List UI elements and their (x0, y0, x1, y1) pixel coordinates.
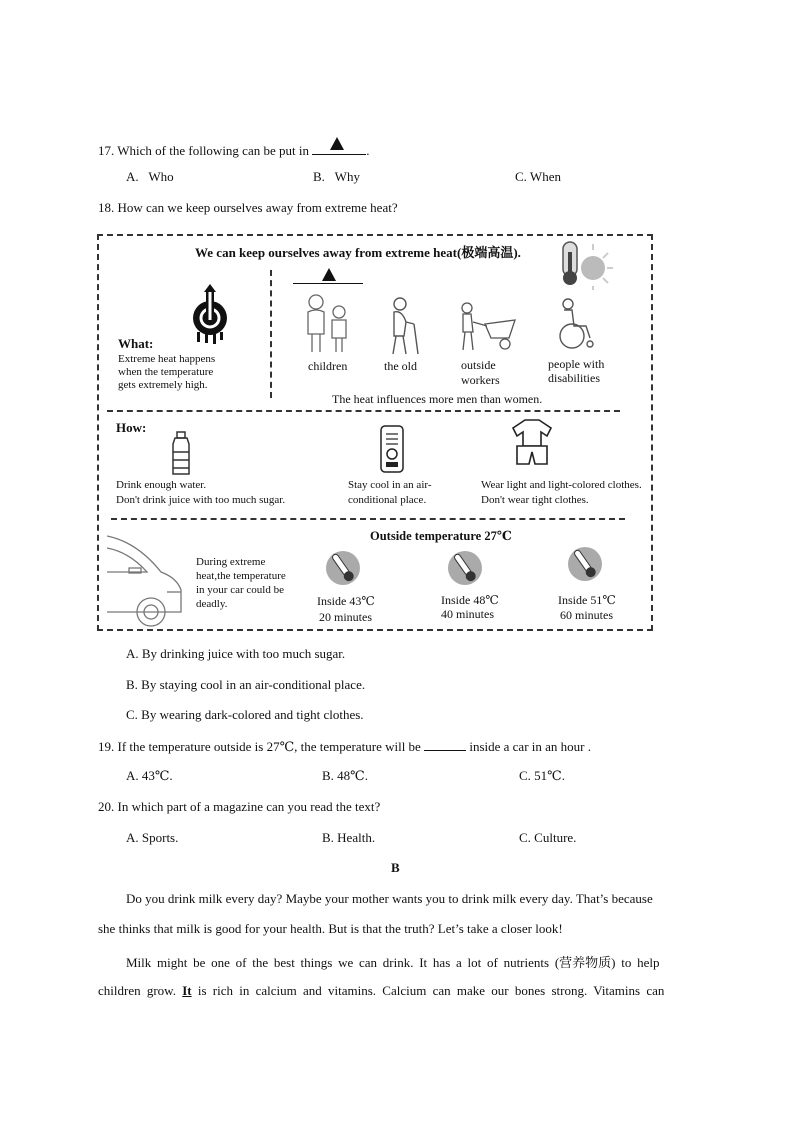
worker-wheelbarrow-icon (457, 302, 519, 354)
thermometer-icon (567, 546, 603, 584)
answer-blank (424, 738, 466, 751)
reading-1-temp: Inside 43℃ (317, 594, 375, 608)
what-heading: What: (118, 336, 154, 351)
section-divider-2 (111, 518, 625, 520)
how-cool-2: conditional place. (348, 494, 427, 506)
q17-option-a[interactable]: A. Who (126, 169, 174, 184)
answer-blank (312, 140, 366, 155)
q20-option-b[interactable]: B. Health. (322, 830, 376, 845)
how-clothes-2: Don't wear tight clothes. (481, 494, 589, 506)
outside-temperature: Outside temperature 27℃ (370, 529, 512, 543)
heat-power-icon (191, 282, 229, 344)
reading-3-time: 60 minutes (560, 608, 613, 622)
q17-option-b[interactable]: B. Why (313, 169, 360, 184)
what-line-1: Extreme heat happens (118, 353, 216, 365)
q19-option-b[interactable]: B. 48℃. (322, 768, 368, 783)
reading-1-time: 20 minutes (319, 610, 372, 624)
wheelchair-icon (554, 298, 598, 352)
q18-option-c[interactable]: C. By wearing dark-colored and tight clothes. (126, 707, 364, 722)
what-line-3: gets extremely high. (118, 379, 208, 391)
q19-option-c[interactable]: C. 51℃. (519, 768, 565, 783)
paragraph-2-line-2 (98, 983, 664, 999)
how-water-2: Don't drink juice with too much sugar. (116, 494, 286, 506)
paragraph-2-line-2-pre: children grow. (98, 983, 176, 998)
car-line-2: heat,the temperature (196, 570, 286, 582)
question-17-text: 17. Which of the following can be put in (98, 143, 309, 158)
paragraph-1-line-2: she thinks that milk is good for your health. But is that the truth? Let’s take a closer look! (98, 921, 563, 936)
clothes-icon (507, 416, 557, 466)
group-children: children (308, 359, 348, 373)
how-cool-1: Stay cool in an air- (348, 479, 432, 491)
how-clothes-1: Wear light and light-colored clothes. (481, 479, 642, 491)
paragraph-2-line-1: Milk might be one of the best things we can drink. It has a lot of nutrients (营养物质) to help (126, 955, 660, 970)
question-19-text-a: 19. If the temperature outside is 27℃, the temperature will be (98, 739, 421, 754)
how-heading: How: (116, 420, 147, 435)
question-17-end: . (366, 143, 370, 158)
paragraph-1-line-1: Do you drink milk every day? Maybe your mother wants you to drink milk every day. That’s because (126, 891, 653, 906)
question-18-text: 18. How can we keep ourselves away from extreme heat? (98, 200, 398, 215)
elderly-icon (384, 296, 424, 356)
reading-3-temp: Inside 51℃ (558, 593, 616, 607)
paragraph-2-line-2-post: is rich in calcium and vitamins. Calcium can make our bones strong. Vitamins can (197, 983, 665, 998)
q19-option-a[interactable]: A. 43℃. (126, 768, 173, 783)
children-icon (302, 292, 354, 354)
section-divider-1 (107, 410, 620, 412)
reading-2-temp: Inside 48℃ (441, 593, 499, 607)
q20-option-a[interactable]: A. Sports. (126, 830, 179, 845)
poster-title: We can keep ourselves away from extreme heat(极端高温). (195, 245, 521, 260)
reading-2-time: 40 minutes (441, 607, 494, 621)
car-line-4: deadly. (196, 598, 228, 610)
question-20-text: 20. In which part of a magazine can you read the text? (98, 799, 381, 814)
thermometer-icon (447, 550, 483, 588)
question-19-text-b: inside a car in an hour . (469, 739, 591, 754)
group-disab-1: people with (548, 357, 605, 371)
q20-option-c[interactable]: C. Culture. (519, 830, 577, 845)
section-b-heading: B (391, 860, 400, 875)
group-disab-2: disabilities (548, 371, 600, 385)
question-17 (98, 140, 369, 159)
group-workers-1: outside (461, 358, 496, 372)
group-blank (293, 283, 363, 284)
remote-control-icon (379, 424, 405, 474)
underlined-it: It (182, 983, 192, 998)
influence-text: The heat influences more men than women. (332, 392, 543, 406)
thermometer-icon (325, 550, 361, 588)
triangle-icon (322, 268, 336, 281)
extreme-heat-poster (97, 234, 653, 631)
how-water-1: Drink enough water. (116, 479, 207, 491)
triangle-icon (330, 137, 344, 150)
car-line-3: in your car could be (196, 584, 284, 596)
group-old: the old (384, 359, 417, 373)
q18-option-b[interactable]: B. By staying cool in an air-conditional place. (126, 677, 366, 692)
what-line-2: when the temperature (118, 366, 214, 378)
car-line-1: During extreme (196, 556, 266, 568)
q17-option-c[interactable]: C. When (515, 169, 561, 184)
vertical-divider (270, 270, 272, 398)
question-19 (98, 738, 591, 755)
q18-option-a[interactable]: A. By drinking juice with too much sugar. (126, 646, 346, 661)
group-workers-2: workers (461, 373, 500, 387)
car-icon (107, 530, 185, 628)
thermometer-sun-icon (555, 238, 615, 290)
water-bottle-icon (169, 430, 193, 476)
